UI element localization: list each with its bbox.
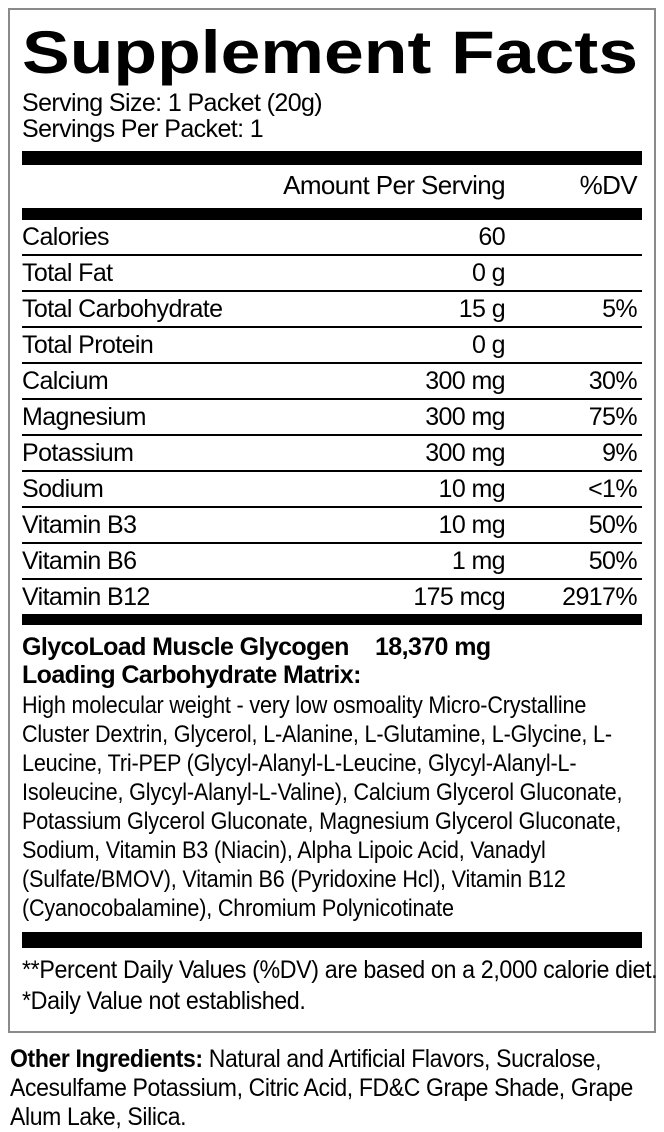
matrix-name-line1: GlycoLoad Muscle Glycogen [22, 633, 349, 661]
table-row-total-protein [22, 326, 642, 362]
matrix-name-line2: Loading Carbohydrate Matrix: [22, 661, 361, 689]
nutrient-amount: 0 g [472, 331, 505, 359]
table-row-magnesium [22, 398, 642, 434]
table-row-calories [22, 220, 642, 254]
supplement-facts-panel [8, 8, 656, 1033]
other-ingredients [10, 1045, 654, 1132]
nutrient-dv: 75% [588, 403, 637, 431]
matrix-heading [22, 633, 642, 689]
table-row-total-carbohydrate [22, 290, 642, 326]
matrix-description: High molecular weight - very low osmoality Micro-Crystalline Cluster Dextrin, Glycerol, L-Alanine, L-Glutamine, L-Glycine, L-Leucine, Tri-PEP (Glycyl-Alanyl-L-Leucine, Glycyl-Alanyl-L-Isoleucine, Glycyl-Alanyl-L-Valine), Calcium Glycerol Gluconate, Potassium Glycerol Gluconate, Magnesium Glycerol Gluconate, Sodium, Vitamin B3 (Niacin), Alpha Lipoic Acid, Vanadyl (Sulfate/BMOV), Vitamin B6 (Pyridoxine Hcl), Vitamin B12 (Cyanocobalamine), Chromium Polynicotinate [22, 692, 623, 922]
thick-divider-matrix [22, 614, 642, 625]
other-ingredients-text: Natural and Artificial Flavors, Sucralose, Acesulfame Potassium, Citric Acid, FD&C Grape Shade, Grape Alum Lake, Silica. [10, 1045, 633, 1131]
nutrient-dv: 2917% [562, 583, 637, 611]
amount-per-serving-header: Amount Per Serving [283, 170, 505, 200]
footnotes [22, 955, 658, 1017]
nutrient-name: Vitamin B12 [22, 583, 150, 611]
nutrient-name: Vitamin B6 [22, 547, 137, 575]
panel-title-text: Supplement Facts [22, 24, 638, 86]
nutrient-dv: 5% [602, 295, 637, 323]
nutrient-name: Magnesium [22, 403, 146, 431]
nutrient-table [22, 220, 642, 614]
nutrient-amount: 1 mg [451, 547, 505, 575]
nutrient-amount: 300 mg [425, 439, 505, 467]
nutrient-name: Total Fat [22, 259, 113, 287]
serving-size: Serving Size: 1 Packet (20g) [22, 89, 323, 117]
panel-title [22, 24, 642, 86]
nutrient-name: Calories [22, 223, 109, 251]
thick-divider-footnotes [22, 932, 642, 948]
table-row-vitamin-b6 [22, 542, 642, 578]
nutrient-dv: 50% [588, 511, 637, 539]
nutrient-name: Sodium [22, 475, 104, 503]
nutrient-name: Total Carbohydrate [22, 295, 223, 323]
nutrient-dv: 30% [588, 367, 637, 395]
table-row-vitamin-b3 [22, 506, 642, 542]
nutrient-amount: 300 mg [425, 367, 505, 395]
nutrient-amount: 10 mg [438, 475, 505, 503]
dv-header: %DV [579, 170, 637, 200]
thick-divider-top [22, 151, 642, 165]
other-ingredients-label: Other Ingredients: [10, 1045, 203, 1073]
nutrient-amount: 300 mg [425, 403, 505, 431]
nutrient-amount: 175 mcg [413, 583, 505, 611]
nutrient-name: Potassium [22, 439, 134, 467]
table-row-sodium [22, 470, 642, 506]
nutrient-amount: 60 [478, 223, 505, 251]
nutrient-name: Calcium [22, 367, 109, 395]
footnote-daily-value: *Daily Value not established. [22, 987, 306, 1015]
table-row-vitamin-b12 [22, 578, 642, 614]
nutrient-amount: 15 g [458, 295, 505, 323]
nutrient-dv: 9% [602, 439, 637, 467]
nutrient-amount: 0 g [472, 259, 505, 287]
table-header [22, 165, 642, 208]
thick-divider-header [22, 208, 642, 220]
table-row-total-fat [22, 254, 642, 290]
servings-per-packet: Servings Per Packet: 1 [22, 115, 264, 143]
nutrient-dv: <1% [588, 475, 637, 503]
matrix-amount: 18,370 mg [375, 633, 491, 661]
nutrient-dv: 50% [588, 547, 637, 575]
nutrient-name: Vitamin B3 [22, 511, 137, 539]
nutrient-amount: 10 mg [438, 511, 505, 539]
table-row-potassium [22, 434, 642, 470]
footnote-percent-dv: **Percent Daily Values (%DV) are based on a 2,000 calorie diet. [22, 956, 658, 984]
table-row-calcium [22, 362, 642, 398]
nutrient-name: Total Protein [22, 331, 154, 359]
